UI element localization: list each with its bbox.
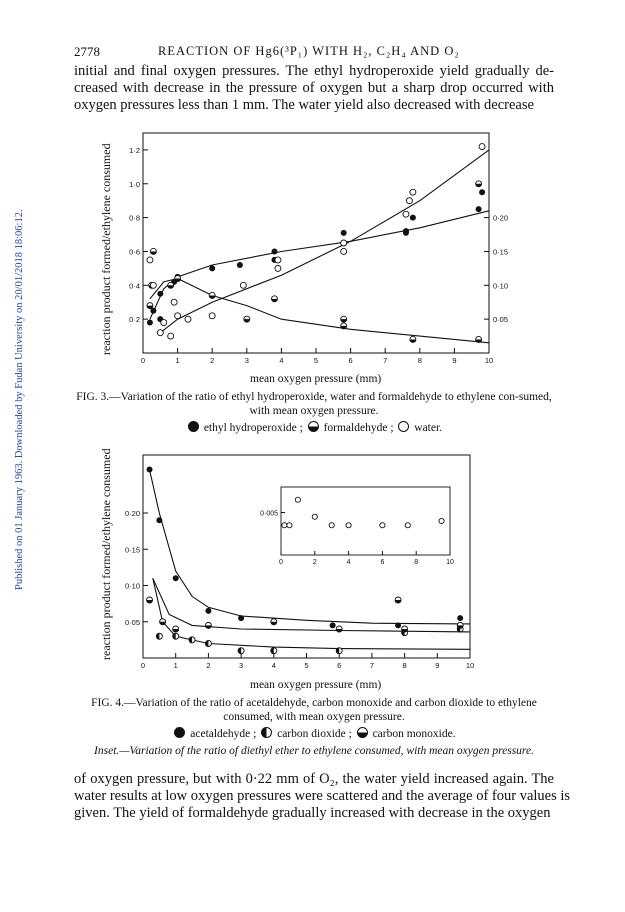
inset-x-tick-label: 10 <box>446 559 454 566</box>
data-point <box>380 523 385 528</box>
x-tick-label: 6 <box>348 356 353 365</box>
paragraph-bottom <box>74 771 571 822</box>
x-tick-label: 0 <box>140 661 146 670</box>
data-point <box>147 597 153 603</box>
data-point <box>405 523 410 528</box>
data-point <box>205 622 211 628</box>
inset-x-tick-label: 4 <box>346 559 351 566</box>
inset-x-tick-label: 6 <box>380 559 385 566</box>
fig4-inset-caption: Inset.—Variation of the ratio of diethyl ether to ethylene consumed, with mean oxygen pressure. <box>94 745 534 757</box>
data-point <box>329 523 334 528</box>
data-point <box>156 517 162 523</box>
fig4-legend <box>74 727 554 740</box>
data-point <box>282 523 287 528</box>
y-tick-label: 0·8 <box>129 213 140 223</box>
text-line: water results at low oxygen pressures were scattered and the average of four values is <box>74 788 571 804</box>
legend-acetaldehyde: acetaldehyde ; <box>190 728 257 740</box>
data-point <box>457 615 463 621</box>
data-point <box>156 633 162 639</box>
fig3-caption: FIG. 3.—Variation of the ratio of ethyl hydroperoxide, water and formaldehyde to ethylene con-sumed, with mean oxygen pressure. <box>76 391 552 417</box>
side-note-text: Published on 01 January 1963. Downloaded by Fudan University on 20/01/2018 18:06:12. <box>14 209 25 590</box>
text-line: oxygen pressures less than 1 mm. The water yield also decreased with decrease <box>74 97 534 113</box>
text-line: given. The yield of formaldehyde gradually increased with decrease in the oxygen <box>74 805 551 821</box>
legend-co2: carbon dioxide ; <box>277 728 352 740</box>
legend-ethyl: ethyl hydroperoxide ; <box>203 422 303 434</box>
data-point <box>312 514 317 519</box>
data-point <box>189 637 195 643</box>
data-point <box>395 597 401 603</box>
text-line: creased with decrease in the pressure of oxygen but a sharp drop occurred with <box>74 80 554 96</box>
legend-formaldehyde: formaldehyde ; <box>323 422 394 434</box>
x-tick-label: 1 <box>175 356 180 365</box>
data-point <box>336 626 342 632</box>
y-tick-label: 0·4 <box>129 281 140 291</box>
x-tick-label: 9 <box>435 661 440 670</box>
data-point <box>336 648 342 654</box>
page-number: 2778 <box>74 44 100 59</box>
data-point <box>271 648 277 654</box>
y-tick-label: 0·05 <box>124 617 140 627</box>
fig4-y-axis-title: reaction product formed/ethylene consumed <box>99 448 113 660</box>
y2-tick-label: 0·05 <box>493 315 509 325</box>
data-point <box>330 622 336 628</box>
x-tick-label: 2 <box>210 356 215 365</box>
y-tick-label: 1·2 <box>129 145 140 155</box>
x-tick-label: 10 <box>465 661 475 670</box>
legend-co: carbon monoxide. <box>372 728 456 740</box>
data-point <box>160 619 166 625</box>
inset-x-tick-label: 8 <box>414 559 419 566</box>
data-point <box>173 633 179 639</box>
x-tick-label: 3 <box>244 356 249 365</box>
x-tick-label: 7 <box>369 661 374 670</box>
fig4-plot-frame <box>143 455 470 658</box>
x-tick-label: 5 <box>304 661 309 670</box>
x-tick-label: 4 <box>271 661 276 670</box>
data-point <box>402 626 408 632</box>
fig3-x-axis-title: mean oxygen pressure (mm) <box>250 373 382 385</box>
x-tick-label: 5 <box>313 356 319 365</box>
x-tick-label: 1 <box>173 661 178 670</box>
running-title: REACTION OF Hg6(³P₁) WITH H₂, C₂H₄ AND O₂ <box>158 44 460 58</box>
legend-water: water. <box>414 422 443 434</box>
data-point <box>238 648 244 654</box>
x-tick-label: 3 <box>239 661 244 670</box>
x-tick-label: 9 <box>452 356 457 365</box>
inset-y-tick-label: 0·005 <box>260 510 278 518</box>
x-tick-label: 2 <box>206 661 211 670</box>
x-tick-label: 7 <box>383 356 388 365</box>
data-point <box>295 497 300 502</box>
text-line: of oxygen pressure, but with 0·22 mm of O₂, the water yield increased again. The <box>74 771 554 787</box>
left-half-filled-circle-icon <box>261 727 272 738</box>
y2-tick-label: 0·10 <box>493 281 509 291</box>
text-line: initial and final oxygen pressures. The ethyl hydroperoxide yield gradually de- <box>74 63 554 79</box>
x-tick-label: 6 <box>337 661 342 670</box>
y-tick-label: 0·20 <box>124 509 140 518</box>
fig4-caption: FIG. 4.—Variation of the ratio of acetaldehyde, carbon monoxide and carbon dioxide to ethylene consumed, with mean oxygen pressure. <box>91 697 537 723</box>
x-tick-label: 8 <box>417 356 422 365</box>
y-tick-label: 1·0 <box>129 179 140 189</box>
fig3-y-axis-title: reaction product formed/ethylene consumed <box>99 143 113 355</box>
bottom-half-filled-circle-icon <box>357 727 368 738</box>
data-point <box>173 626 179 632</box>
series-curve <box>153 578 470 649</box>
fig4-x-axis-title: mean oxygen pressure (mm) <box>250 679 382 691</box>
filled-circle-icon <box>174 727 185 738</box>
x-tick-label: 10 <box>484 356 494 365</box>
inset-frame <box>281 487 450 555</box>
data-point <box>457 622 463 628</box>
y-tick-label: 0·15 <box>124 545 140 555</box>
data-point <box>271 619 277 625</box>
data-point <box>147 467 153 473</box>
y-tick-label: 0·10 <box>124 581 140 591</box>
data-point <box>173 575 179 581</box>
data-point <box>205 641 211 647</box>
inset-x-tick-label: 2 <box>312 559 317 566</box>
x-tick-label: 4 <box>279 356 284 365</box>
data-point <box>395 622 401 628</box>
data-point <box>287 523 292 528</box>
y2-tick-label: 0·15 <box>493 247 509 257</box>
y-tick-label: 0·6 <box>129 247 140 257</box>
y2-tick-label: 0·20 <box>493 213 509 223</box>
data-point <box>205 608 211 614</box>
inset-x-tick-label: 0 <box>279 559 283 566</box>
data-point <box>238 615 244 621</box>
data-point <box>439 518 444 523</box>
x-tick-label: 0 <box>140 356 146 365</box>
data-point <box>346 523 351 528</box>
y-tick-label: 0·2 <box>129 315 140 325</box>
x-tick-label: 8 <box>402 661 407 670</box>
